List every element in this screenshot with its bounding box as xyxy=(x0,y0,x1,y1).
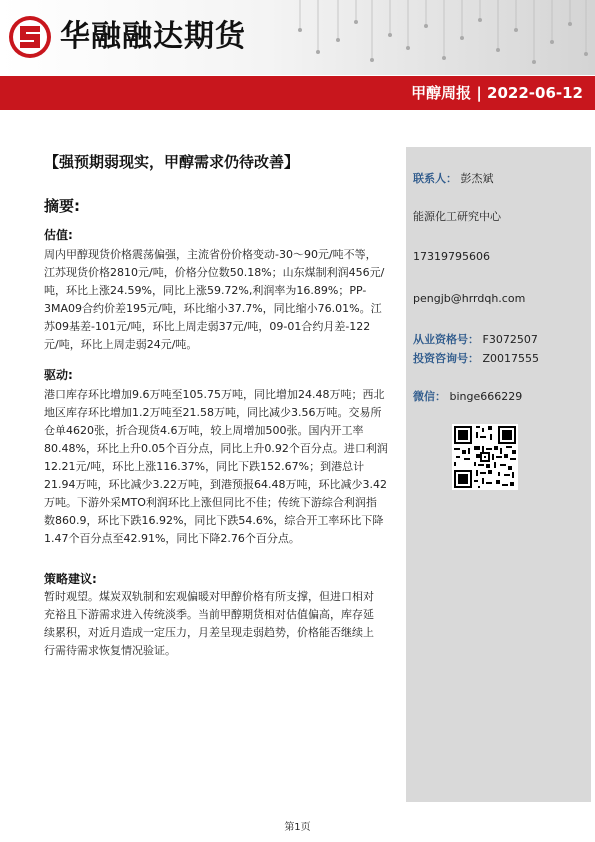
report-type-date: 甲醇周报 | 2022-06-12 xyxy=(411,84,583,102)
valuation-heading: 估值: xyxy=(44,228,73,242)
investment-consult-label: 投资咨询号： xyxy=(413,352,479,365)
strategy-line: 续累积，对近月造成一定压力，月差呈现走弱趋势，价格能否继续上 xyxy=(44,626,374,639)
qualification-row xyxy=(413,333,538,347)
strategy-text xyxy=(44,588,396,660)
drivers-heading: 驱动: xyxy=(44,368,73,382)
drivers-line: 12.21元/吨，环比上涨116.37%，同比下跌152.67%；到港总计 xyxy=(44,460,365,473)
valuation-line: 江苏现货价格2810元/吨，价格分位数50.18%；山东煤制利润456元/ xyxy=(44,266,385,279)
investment-consult-number: Z0017555 xyxy=(482,352,540,365)
qualification-label: 从业资格号： xyxy=(413,333,479,346)
qualification-number: F3072507 xyxy=(482,333,538,346)
valuation-line: 周内甲醇现货价格震荡偏强，主流省份价格变动-30～90元/吨不等， xyxy=(44,248,377,261)
valuation-line: 吨，环比上涨24.59%，同比上涨59.72%,利润率为16.89%；PP- xyxy=(44,284,367,297)
strategy-heading: 策略建议: xyxy=(44,572,97,586)
qr-code-icon xyxy=(452,424,518,490)
wechat-id: binge666229 xyxy=(449,390,523,403)
company-logo-icon xyxy=(8,15,52,59)
drivers-line: 80.48%，环比上升0.05个百分点，同比上升0.92个百分点。进口利润 xyxy=(44,442,388,455)
strategy-line: 暂时观望。煤炭双轨制和宏观偏暖对甲醇价格有所支撑，但进口相对 xyxy=(44,590,374,603)
company-name: 华融融达期货 xyxy=(60,19,246,54)
contact-sidebar xyxy=(406,147,591,802)
department: 能源化工研究中心 xyxy=(413,210,501,223)
drivers-line: 数860.9，环比下跌16.92%，同比下跌54.6%，综合开工率环比下降 xyxy=(44,514,384,527)
phone-number: 17319795606 xyxy=(413,250,490,263)
valuation-line: 苏09基差-101元/吨，环比上周走弱37元/吨，09-01合约月差-122 xyxy=(44,320,371,333)
investment-consult-row xyxy=(413,352,539,366)
strategy-line: 充裕且下游需求进入传统淡季。当前甲醇期货相对估值偏高，库存延 xyxy=(44,608,374,621)
wechat-label: 微信： xyxy=(413,390,446,403)
contact-name: 彭杰斌 xyxy=(460,172,494,185)
drivers-line: 万吨。下游外采MTO利润环比上涨但同比不佳；传统下游综合利润指 xyxy=(44,496,377,509)
drivers-text xyxy=(44,386,396,548)
report-header xyxy=(0,0,595,75)
drivers-line: 1.47个百分点至42.91%，同比下降2.76个百分点。 xyxy=(44,532,300,545)
page-number: 第1页 xyxy=(284,822,311,833)
contact-label: 联系人： xyxy=(413,172,457,185)
drivers-line: 21.94万吨，环比减少3.22万吨，到港预报64.48万吨，环比减少3.42 xyxy=(44,478,387,491)
email-address: pengjb@hrrdqh.com xyxy=(413,292,526,305)
strategy-line: 行需待需求恢复情况验证。 xyxy=(44,644,176,657)
drivers-line: 地区库存环比增加1.2万吨至21.58万吨，同比减少3.56万吨。交易所 xyxy=(44,406,382,419)
valuation-line: 元/吨，环比上周走弱24元/吨。 xyxy=(44,338,198,351)
report-title: 【强预期弱现实，甲醇需求仍待改善】 xyxy=(44,153,300,171)
summary-heading: 摘要: xyxy=(44,197,80,215)
wechat-row xyxy=(413,390,522,404)
drivers-line: 仓单4620张，折合现货4.6万吨，较上周增加500张。国内开工率 xyxy=(44,424,364,437)
contact-row xyxy=(413,172,494,186)
drivers-line: 港口库存环比增加9.6万吨至105.75万吨，同比增加24.48万吨；西北 xyxy=(44,388,385,401)
valuation-line: 3MA09合约价差195元/吨，环比缩小37.7%，同比缩小76.01%。江 xyxy=(44,302,382,315)
valuation-text xyxy=(44,246,396,354)
